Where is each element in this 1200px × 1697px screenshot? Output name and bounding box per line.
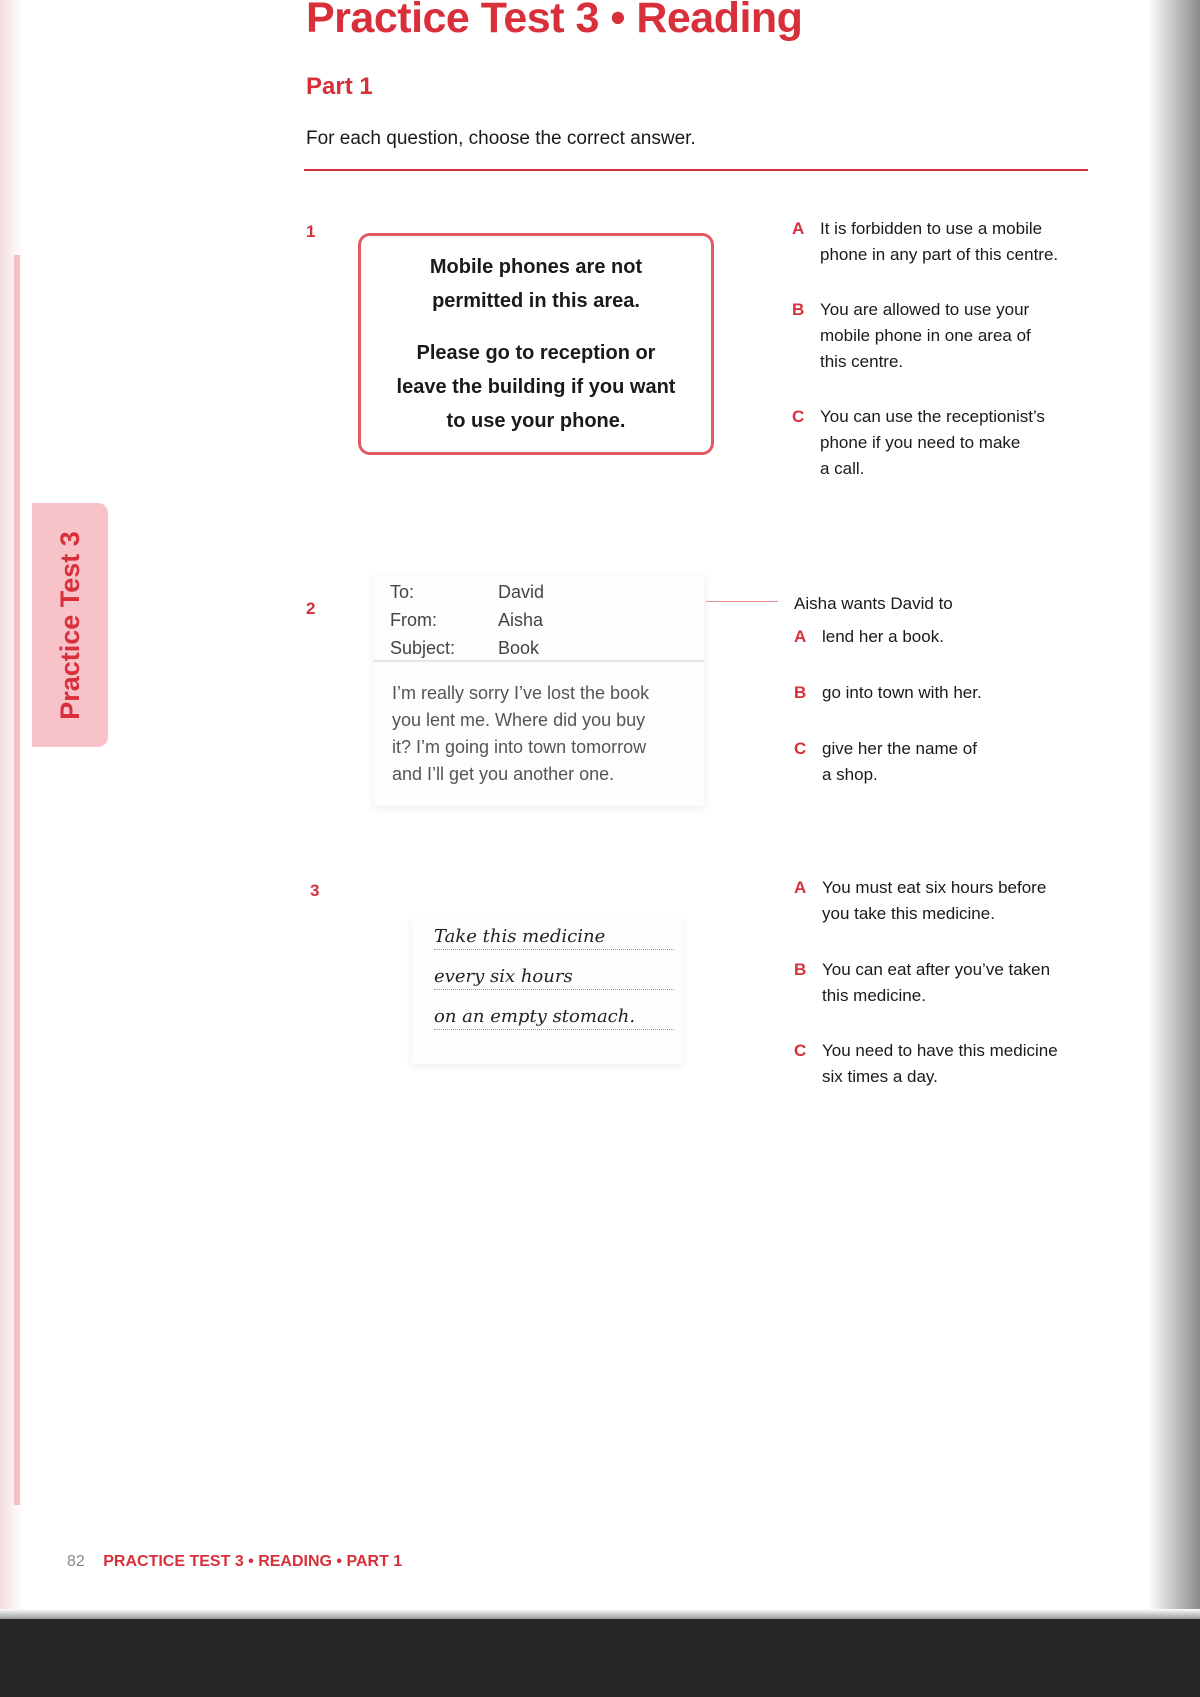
email-divider [374, 660, 704, 662]
option-letter: C [794, 739, 807, 758]
answer-option[interactable] [792, 216, 1102, 272]
question-stem: Aisha wants David to [794, 594, 953, 613]
heading-divider [304, 169, 1088, 171]
answer-option[interactable] [794, 736, 1094, 790]
notice-line: permitted in this area. [432, 290, 640, 312]
option-text: You can eat after you’ve taken [822, 960, 1051, 979]
side-tab [32, 503, 108, 747]
note-line: every six hours [434, 966, 674, 990]
option-text: this centre. [820, 352, 904, 371]
option-text: this medicine. [822, 986, 926, 1005]
option-text: phone in any part of this centre. [820, 245, 1059, 264]
email-body-line: it? I’m going into town tomorrow [392, 737, 647, 757]
option-text: mobile phone in one area of [820, 326, 1031, 345]
option-letter: B [794, 683, 807, 702]
email-from-value: Aisha [498, 610, 544, 630]
medicine-note [412, 914, 682, 1064]
option-text: You need to have this medicine [822, 1041, 1058, 1060]
option-text: lend her a book. [822, 627, 944, 646]
note-line: Take this medicine [434, 926, 674, 950]
answer-option[interactable] [794, 624, 1094, 652]
option-letter: B [794, 960, 807, 979]
option-letter: A [792, 219, 805, 238]
option-letter: A [794, 627, 807, 646]
answer-option[interactable] [794, 1038, 1114, 1092]
email-message [374, 574, 704, 806]
email-to-value: David [498, 582, 545, 602]
option-text: six times a day. [822, 1067, 938, 1086]
instruction-text: For each question, choose the correct answer. [306, 128, 696, 149]
page-footer [67, 1553, 402, 1571]
question-number: 2 [306, 599, 316, 618]
question-number: 3 [310, 881, 320, 900]
email-to-label: To: [390, 582, 415, 602]
connector-line [706, 601, 778, 602]
answer-option[interactable] [794, 680, 1094, 708]
option-letter: A [794, 878, 807, 897]
notice-line: to use your phone. [446, 410, 626, 432]
email-body-line: you lent me. Where did you buy [392, 710, 646, 730]
answer-option[interactable] [792, 297, 1102, 377]
page-title: Practice Test 3 • Reading [306, 0, 803, 42]
side-tab-label: Practice Test 3 [54, 530, 85, 720]
email-body-line: and I’ll get you another one. [392, 764, 615, 784]
note-line: on an empty stomach. [434, 1006, 674, 1030]
page-binding-stripe [14, 255, 20, 1505]
footer-label: PRACTICE TEST 3 • READING • PART 1 [103, 1553, 403, 1570]
scanner-background [0, 1619, 1200, 1697]
notice-line: Please go to reception or [416, 342, 656, 364]
option-letter: C [792, 407, 805, 426]
option-text: a shop. [822, 765, 878, 784]
option-letter: B [792, 300, 805, 319]
option-text: You are allowed to use your [820, 300, 1030, 319]
option-text: You must eat six hours before [822, 878, 1047, 897]
email-subject-label: Subject: [390, 638, 456, 658]
option-text: a call. [820, 459, 865, 478]
notice-line: Mobile phones are not [429, 256, 643, 278]
option-text: go into town with her. [822, 683, 982, 702]
question-number: 1 [306, 222, 316, 241]
email-subject-value: Book [498, 638, 540, 658]
option-text: you take this medicine. [822, 904, 995, 923]
notice-line: leave the building if you want [396, 376, 676, 398]
email-from-label: From: [390, 610, 437, 630]
option-text: You can use the receptionist’s [820, 407, 1045, 426]
option-text: phone if you need to make [820, 433, 1021, 452]
page-bottom-edge [0, 1609, 1200, 1619]
email-body-line: I’m really sorry I’ve lost the book [392, 683, 650, 703]
option-letter: C [794, 1041, 807, 1060]
notice-sign [358, 233, 714, 455]
page-number: 82 [67, 1553, 85, 1570]
page-right-shadow [1148, 0, 1200, 1620]
option-text: give her the name of [822, 739, 977, 758]
part-heading: Part 1 [306, 73, 373, 100]
answer-option[interactable] [794, 957, 1114, 1011]
answer-option[interactable] [794, 875, 1114, 929]
email-body [392, 680, 692, 788]
option-text: It is forbidden to use a mobile [820, 219, 1043, 238]
answer-option[interactable] [792, 404, 1102, 484]
